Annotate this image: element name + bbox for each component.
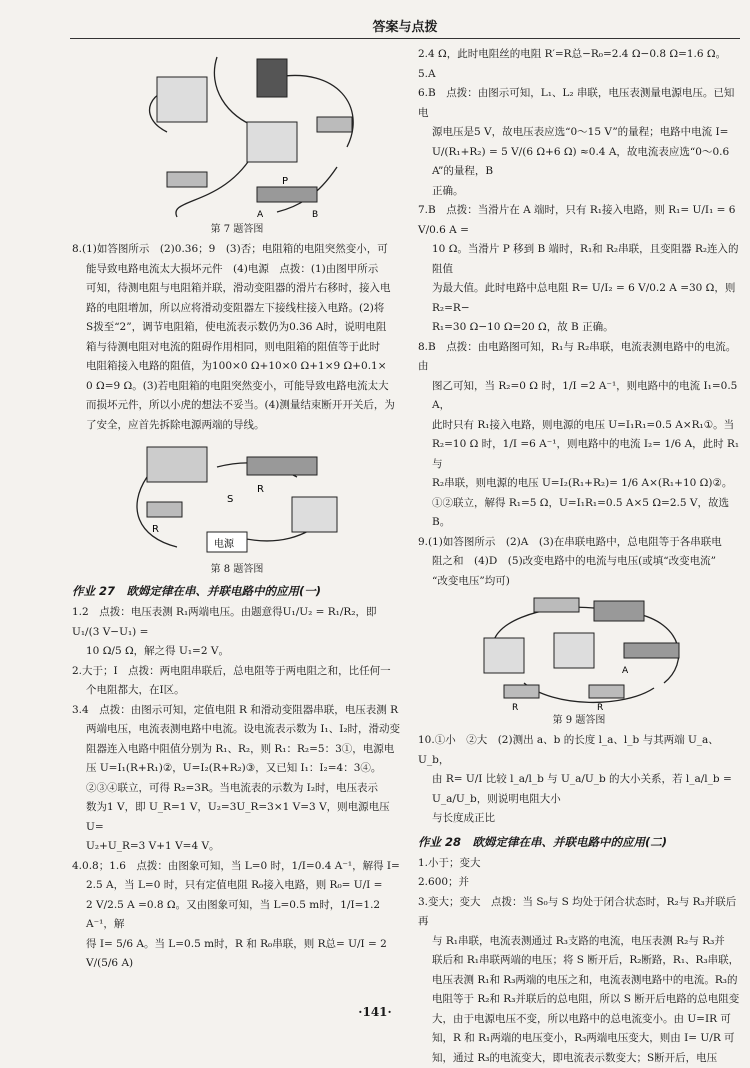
answer-27-3: 3.4 点拨：由图示可知，定值电阻 R 和滑动变阻器串联，电压表测 R 两端电压，电流表测电路中电流。设电流表示数为 I₁、I₂时，滑动变 阻器连入电路中阻值分别为 R₁、R₂，则 R₁：R₂=5：3①，电源电 压 U=I₁(R+R₁)②，U=I₂(R+R₂)③，又已知 I₁：I₂=4：3④。 ②③④联立，可得 R₂=3R。当电流表的示数为 I₂时，电压表示 数为1 V，即 U_R=1 V，U₂=3U_R=3×1 V=3 V，则电源电压 U= U₂+U_R=3 V+1 V=4 V。	[72, 701, 402, 857]
answer-10: 10.①小 ②大 (2)测出 a、b 的长度 l_a、l_b 与其两端 U_a、U_b， 由 R= U/I 比较 l_a/l_b 与 U_a/U_b 的大小关系，若 l_a/l_b = U_a/U_b，则说明电阻大小 与长度成正比	[418, 731, 740, 829]
rheostat-R	[247, 457, 317, 475]
label-Rx: R	[152, 524, 159, 535]
figure-9	[464, 593, 694, 713]
answer-28-2: 2.600；并	[418, 873, 740, 893]
caption-fig9: 第 9 题答图	[418, 713, 740, 729]
switch-9	[534, 598, 579, 612]
resistor-Rx	[147, 502, 182, 517]
answer-4-cont-and-5: 2.4 Ω，此时电阻丝的电阻 R′=R总−R₀=2.4 Ω−0.8 Ω=1.6 Ω。 5.A	[418, 45, 740, 84]
ammeter-box-8	[292, 497, 337, 532]
answer-27-1: 1.2 点拨：电压表测 R₁两端电压。由题意得U₁/U₂ = R₁/R₂，即U₁/(3 V−U₁) = 10 Ω/5 Ω，解之得 U₁=2 V。	[72, 603, 402, 662]
answer-28-1: 1.小于；变大	[418, 854, 740, 874]
left-column	[72, 45, 402, 974]
section-27-title: 作业 27 欧姆定律在串、并联电路中的应用(一)	[72, 581, 402, 601]
label-R: R	[257, 484, 264, 495]
battery-9	[594, 601, 644, 621]
answer-8b: 8.B 点拨：由电路图可知，R₁与 R₂串联，电流表测电路中的电流。由 图乙可知，当 R₂=0 Ω 时，1/I =2 A⁻¹，则电路中的电流 I₁=0.5 A， 此时只有 R₁接入电路，则电源的电压 U=I₁R₁=0.5 A×R₁①。当 R₂=10 Ω 时，1/I =6 A⁻¹，则电路中的电流 I₂= 1/6 A，此时 R₁与 R₂串联，则电源的电压 U=I₂(R₁+R₂)= 1/6 A×(R₁+10 Ω)②。 ①②联立，解得 R₁=5 Ω，U=I₁R₁=0.5 A×5 Ω=2.5 V，故选 B。	[418, 338, 740, 533]
answer-6: 6.B 点拨：由图示可知，L₁、L₂ 串联，电压表测量电源电压。已知电 源电压是5 V，故电压表应选“0～15 V”的量程；电路中电流 I= U/(R₁+R₂) = 5 V/(6 Ω+6 Ω) ≈0.4 A，故电流表应选“0～0.6 A”的量程，B 正确。	[418, 84, 740, 201]
label-B: B	[312, 210, 318, 220]
ammeter-box	[247, 122, 297, 162]
bulb-base	[167, 172, 207, 187]
label-A: A	[257, 210, 264, 220]
answer-28-3: 3.变大；变大 点拨：当 S₀与 S 均处于闭合状态时，R₂与 R₃并联后再 与 R₁串联，电流表测通过 R₃支路的电流，电压表测 R₂与 R₃并 联后和 R₁串联两端的电压；将 S 断开后，R₂断路，R₁、R₃串联， 电压表测 R₁和 R₃两端的电压之和，电流表测电路中的电流。R₃的 电阻等于 R₂和 R₃并联后的总电阻，所以 S 断开后电路的总电阻变 大，由于电源电压不变，所以电路中的总电流变小。由 U=IR 可 知，R 和 R₁两端的电压变小，R₃两端电压变大，则由 I= U/R 可 知，通过 R₃的电流变大，即电流表示数变大；S断开后，电压	[418, 893, 740, 1068]
answer-7: 7.B 点拨：当滑片在 A 端时，只有 R₁接入电路，则 R₁= U/I₁ = 6 V/0.6 A = 10 Ω。当滑片 P 移到 B 端时，R₁和 R₂串联，且变阻器 R₂连入的阻值 为最大值。此时电路中总电阻 R= U/I₂ = 6 V/0.2 A =30 Ω，则 R₂=R− R₁=30 Ω−10 Ω=20 Ω，故 B 正确。	[418, 201, 740, 338]
resistor-R1	[504, 685, 539, 698]
resistor-R2	[589, 685, 624, 698]
circuit-diagram-9	[464, 593, 694, 713]
answer-27-4: 4.0.8；1.6 点拨：由图象可知，当 L=0 时，1/I=0.4 A⁻¹，解得 I= 2.5 A，当 L=0 时，只有定值电阻 R₀接入电路，则 R₀= U/I = 2 V/2.5 A =0.8 Ω。又由图象可知，当 L=0.5 m时，1/I=1.2 A⁻¹，解 得 I= 5/6 A。当 L=0.5 m时，R 和 R₀串联，则 R总= U/I = 2 V/(5/6 A)	[72, 857, 402, 974]
right-column	[418, 45, 740, 1068]
label-P: P	[282, 176, 288, 187]
circuit-diagram-7	[107, 47, 367, 222]
label-A-9: A	[622, 666, 629, 676]
label-S: S	[227, 494, 233, 505]
section-28-title: 作业 28 欧姆定律在串、并联电路中的应用(二)	[418, 832, 740, 852]
answer-27-2: 2.大于；Ⅰ 点拨：两电阻串联后，总电阻等于两电阻之和，比任何一 个电阻都大，在Ⅰ区。	[72, 662, 402, 701]
caption-fig8: 第 8 题答图	[72, 562, 402, 578]
page-header	[70, 8, 740, 39]
page-number: ·141·	[0, 1005, 750, 1019]
battery-box	[257, 59, 287, 97]
label-R1: R	[512, 703, 518, 713]
rheostat	[257, 187, 317, 202]
answer-8: 8.(1)如答图所示 (2)0.36；9 (3)否；电阻箱的电阻突然变小，可 能导致电路电流太大损坏元件 (4)电源 点拨：(1)由图甲所示 可知，待测电阻与电阻箱并联，滑动变阻器的滑片右移时，接入电 路的电阻增加，所以应将滑动变阻器左下接线柱接入电路。(2)将 S拨至“2”，调节电阻箱，使电流表示数仍为0.36 A时，说明电阻 箱与待测电阻对电流的阻碍作用相同，则电阻箱的阻值等于此时 电阻箱接入电路的阻值，为100×0 Ω+10×0 Ω+1×9 Ω+0.1× 0 Ω=9 Ω。(3)若电阻箱的电阻突然变小，可能导致电路电流太大 而损坏元件，所以小虎的想法不妥当。(4)测量结束断开开关后，为 了安全，应首先拆除电源两端的导线。	[72, 240, 402, 435]
voltmeter-box	[157, 77, 207, 122]
page-title: 答案与点拨	[70, 16, 740, 35]
ammeter-9	[554, 633, 594, 668]
label-R2: R	[597, 703, 603, 713]
caption-fig7: 第 7 题答图	[72, 222, 402, 238]
power-source-label: 电源	[214, 537, 235, 550]
figure-7	[107, 47, 367, 222]
resistance-box	[147, 447, 207, 482]
answer-9: 9.(1)如答图所示 (2)A (3)在串联电路中，总电阻等于各串联电 阻之和 (4)D (5)改变电路中的电流与电压(或填“改变电流” “改变电压”均可)	[418, 533, 740, 592]
figure-8	[107, 437, 367, 562]
voltmeter-9	[484, 638, 524, 673]
rheostat-9	[624, 643, 679, 658]
switch-box	[317, 117, 352, 132]
circuit-diagram-8	[107, 437, 367, 562]
